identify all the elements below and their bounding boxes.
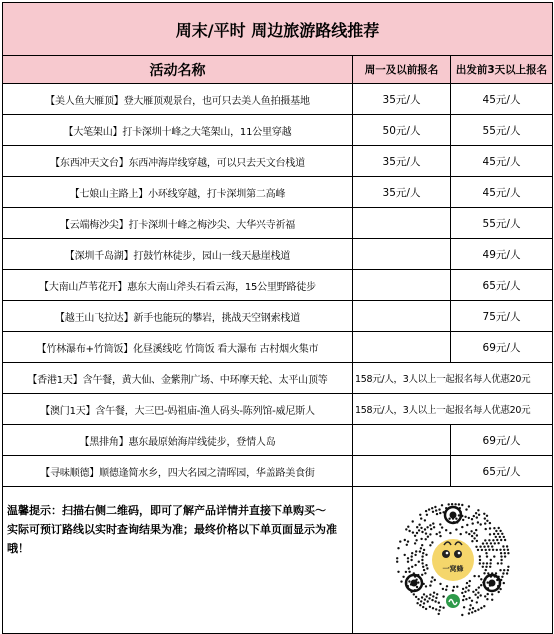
- late-price: 49元/人: [451, 239, 553, 270]
- table-row: [3, 146, 553, 177]
- title-row: [3, 3, 553, 56]
- route-name: 【东西冲天文台】东西冲海岸线穿越，可以只去天文台栈道: [3, 146, 353, 177]
- tips-cell: [3, 487, 353, 634]
- late-price: 55元/人: [451, 208, 553, 239]
- early-price: 35元/人: [353, 177, 451, 208]
- route-name: 【云端梅沙尖】打卡深圳十峰之梅沙尖、大华兴寺祈福: [3, 208, 353, 239]
- route-name: 【寻味顺德】顺德逢简水乡，四大名园之清晖园，华盖路美食街: [3, 456, 353, 487]
- table-row: [3, 270, 553, 301]
- late-price: 75元/人: [451, 301, 553, 332]
- route-name: 【越王山飞拉达】新手也能玩的攀岩，挑战天空钢索栈道: [3, 301, 353, 332]
- mini-program-code[interactable]: [394, 501, 512, 619]
- early-price: [353, 425, 451, 456]
- route-name: 【大南山芦苇花开】惠东大南山斧头石看云海，15公里野路徒步: [3, 270, 353, 301]
- early-price: [353, 301, 451, 332]
- table-row: [3, 363, 553, 394]
- table-row: [3, 177, 553, 208]
- page-title: 周末/平时 周边旅游路线推荐: [3, 3, 553, 56]
- table-row: [3, 394, 553, 425]
- qr-cell: [353, 487, 553, 634]
- column-header-late-price: 出发前3天以上报名: [451, 56, 553, 84]
- early-price: 35元/人: [353, 146, 451, 177]
- route-name: 【黑排角】惠东最原始海岸线徒步，登情人岛: [3, 425, 353, 456]
- table-row: [3, 425, 553, 456]
- late-price: 69元/人: [451, 332, 553, 363]
- late-price: 65元/人: [451, 270, 553, 301]
- qr-logo-text: 一窝蜂: [442, 565, 463, 573]
- route-name: 【七娘山主路上】小环线穿越，打卡深圳第二高峰: [3, 177, 353, 208]
- route-name: 【竹林瀑布+竹筒饭】化昼溪线吃 竹筒饭 看大瀑布 古村烟火集市: [3, 332, 353, 363]
- early-price: [353, 456, 451, 487]
- route-name: 【美人鱼大雁顶】登大雁顶观景台，也可只去美人鱼拍摄基地: [3, 84, 353, 115]
- merged-price-note: 158元/人，3人以上一起报名每人优惠20元: [353, 363, 553, 394]
- late-price: 45元/人: [451, 84, 553, 115]
- table-row: [3, 332, 553, 363]
- tips-line-2: 实际可预订路线以实时查询结果为准；最终价格以下单页面显示为准哦！: [7, 523, 337, 555]
- tips-line-1: 温馨提示：扫描右侧二维码，即可了解产品详情并直接下单购买～: [7, 504, 326, 517]
- early-price: 35元/人: [353, 84, 451, 115]
- early-price: [353, 208, 451, 239]
- column-header-early-price: 周一及以前报名: [353, 56, 451, 84]
- route-table: [2, 2, 553, 634]
- route-name: 【大笔架山】打卡深圳十峰之大笔架山，11公里穿越: [3, 115, 353, 146]
- column-header-name: 活动名称: [3, 56, 353, 84]
- early-price: 50元/人: [353, 115, 451, 146]
- table-row: [3, 115, 553, 146]
- footer-row: [3, 487, 553, 634]
- table-row: [3, 84, 553, 115]
- qr-code-icon: [394, 501, 512, 619]
- route-name: 【澳门1天】含午餐，大三巴-妈祖庙-渔人码头-陈列馆-威尼斯人: [3, 394, 353, 425]
- late-price: 45元/人: [451, 146, 553, 177]
- route-name: 【香港1天】含午餐，黄大仙、金紫荆广场、中环摩天轮、太平山顶等: [3, 363, 353, 394]
- early-price: [353, 239, 451, 270]
- route-name: 【深圳千岛湖】打鼓竹林徒步，园山一线天悬崖栈道: [3, 239, 353, 270]
- late-price: 65元/人: [451, 456, 553, 487]
- table-row: [3, 239, 553, 270]
- late-price: 45元/人: [451, 177, 553, 208]
- late-price: 69元/人: [451, 425, 553, 456]
- early-price: [353, 332, 451, 363]
- table-row: [3, 301, 553, 332]
- merged-price-note: 158元/人，3人以上一起报名每人优惠20元: [353, 394, 553, 425]
- header-row: [3, 56, 553, 84]
- late-price: 55元/人: [451, 115, 553, 146]
- table-row: [3, 456, 553, 487]
- table-row: [3, 208, 553, 239]
- early-price: [353, 270, 451, 301]
